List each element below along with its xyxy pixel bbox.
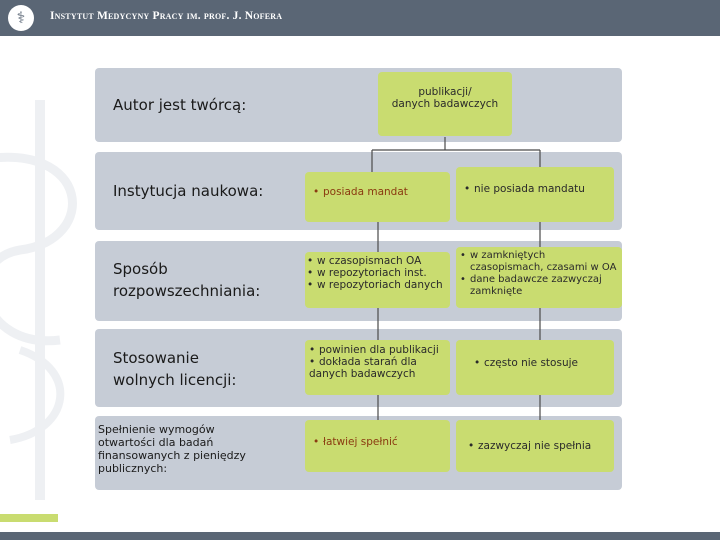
box-no-mandate (456, 167, 614, 222)
box-often-not-license (456, 340, 614, 395)
label-author: Autor jest twórcą: (113, 96, 247, 114)
organization-name: Instytut Medycyny Pracy im. prof. J. Nofera (50, 10, 283, 22)
box-has-mandate (305, 172, 450, 222)
footer-accent (0, 514, 58, 522)
box-line: danych badawczych (309, 368, 416, 380)
list-item: • w zamkniętych czasopismach, czasami w OA (460, 250, 620, 274)
box-publications-data (378, 72, 512, 136)
label-institution: Instytucja naukowa: (113, 182, 264, 200)
list-item: • w repozytoriach inst. (307, 267, 450, 279)
box-open-channels (305, 252, 450, 308)
list-item: • w czasopismach OA (307, 255, 450, 267)
box-easier-to-meet (305, 420, 450, 472)
list-item: • w repozytoriach danych (307, 279, 450, 291)
label-dissemination: Sposób rozpowszechniania: (113, 260, 261, 300)
institute-logo-icon: ⚕ (8, 5, 34, 31)
list-item: • dokłada starań dla (309, 356, 450, 368)
list-item: • zazwyczaj nie spełnia (468, 440, 614, 452)
box-line: danych badawczych (391, 98, 499, 110)
list-item: • często nie stosuje (474, 357, 614, 369)
list-item: • dane badawcze zazwyczaj zamknięte (460, 274, 620, 298)
footer-bar (0, 532, 720, 540)
list-item: • łatwiej spełnić (313, 436, 450, 448)
list-item: • nie posiada mandatu (464, 183, 614, 195)
box-should-license (305, 340, 450, 395)
box-usually-not-meet (456, 420, 614, 472)
label-licenses: Stosowanie wolnych licencji: (113, 349, 237, 389)
label-open-requirements: Spełnienie wymogów otwartości dla badań finansowanych z pieniędzy publicznych: (98, 423, 246, 475)
list-item: • posiada mandat (313, 186, 450, 198)
box-closed-channels (456, 247, 622, 308)
list-item: • powinien dla publikacji (309, 344, 450, 356)
box-line: publikacji/ (418, 86, 472, 98)
